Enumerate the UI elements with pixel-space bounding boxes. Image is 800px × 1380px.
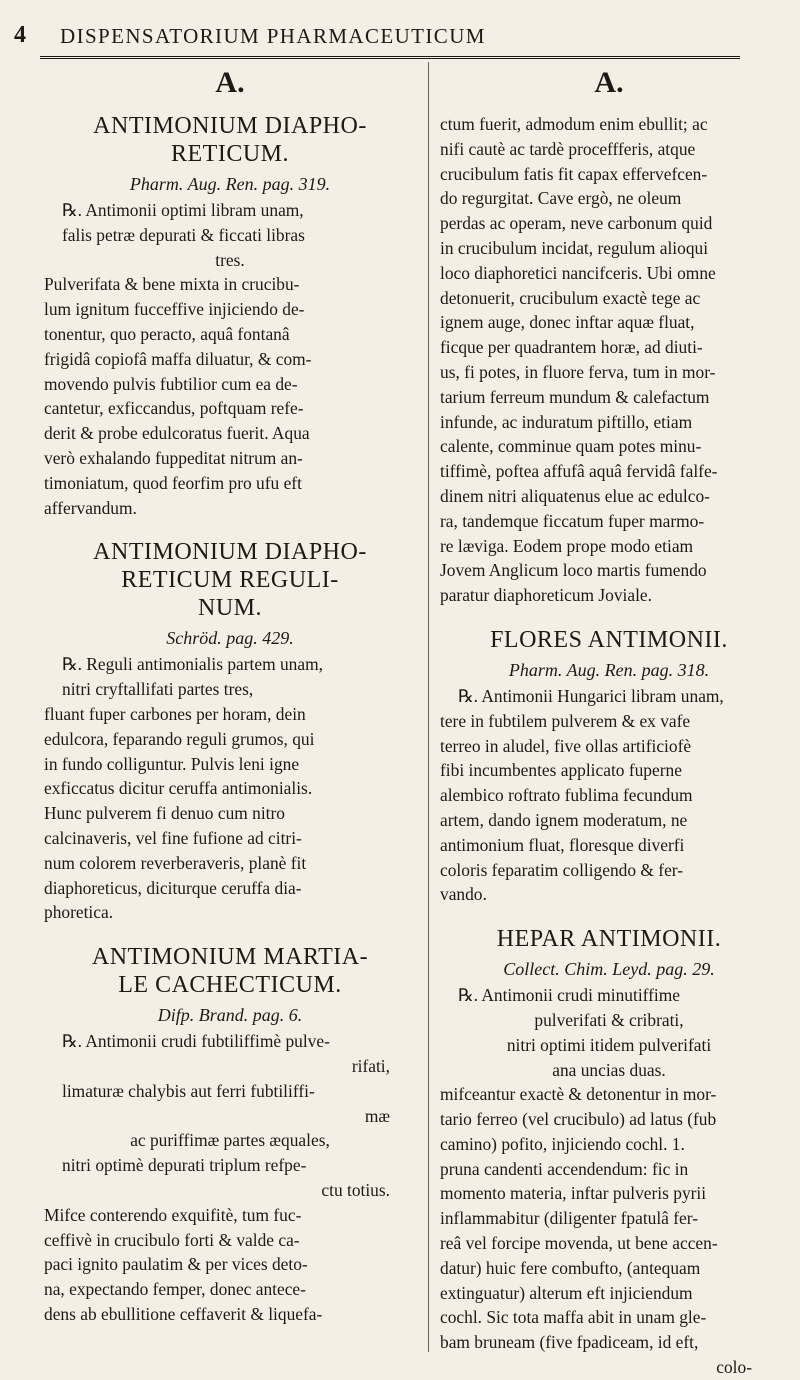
text-line: Jovem Anglicum loco martis fumendo: [440, 560, 707, 581]
title-line: RETICUM REGULI-: [121, 567, 339, 594]
recipe-line: ac puriffimæ partes æquales,: [130, 1130, 330, 1151]
section-antimonium-diaphoreticum: [44, 112, 416, 520]
page-number: 4: [14, 22, 26, 48]
text-line: calente, comminue quam potes minu-: [440, 436, 702, 457]
source-reference: Collect. Chim. Leyd. pag. 29.: [503, 959, 715, 980]
section-antimonium-martiale: [44, 943, 416, 1327]
recipe-line: nitri cryftallifati partes tres,: [62, 679, 254, 700]
text-line: Hunc pulverem fi denuo cum nitro: [44, 803, 285, 824]
source-reference: Schröd. pag. 429.: [166, 628, 294, 649]
right-column: [440, 60, 778, 1380]
header-rule: [40, 56, 740, 59]
recipe-line: ℞. Antimonii crudi fubtiliffimè pulve-: [62, 1031, 330, 1052]
text-line: affervandum.: [44, 497, 137, 518]
recipe-line: mæ: [364, 1105, 390, 1126]
text-line: pruna candenti accendendum: fic in: [440, 1158, 689, 1179]
section-hepar-antimonii: [440, 925, 778, 1380]
spacer: [44, 925, 416, 933]
source-reference: Pharm. Aug. Ren. pag. 318.: [508, 659, 710, 680]
section-title: [440, 626, 778, 654]
text-line: ficque per quadrantem horæ, ad diuti-: [440, 337, 703, 358]
catchword: colo-: [716, 1357, 752, 1378]
text-line: tiffimè, poftea affufâ aquâ fervidâ falfe-: [440, 461, 718, 482]
text-line: paci ignito paulatim & per vices deto-: [44, 1254, 308, 1275]
text-line: detonuerit, crucibulum exactè tege ac: [440, 287, 701, 308]
section-antimonium-reguli: [44, 538, 416, 925]
title-line: RETICUM.: [171, 141, 289, 167]
recipe-line: ctu totius.: [321, 1179, 390, 1200]
title-line: ANTIMONIUM MARTIA-: [91, 944, 369, 971]
source-reference: Pharm. Aug. Ren. pag. 319.: [129, 174, 331, 194]
title-line: LE CACHECTICUM.: [118, 972, 342, 999]
recipe-line: ℞. Reguli antimonialis partem unam,: [62, 654, 323, 675]
text-line: terreo in aludel, five ollas artificiofè: [440, 735, 692, 756]
column-letter: A.: [594, 66, 624, 99]
column-letter: A.: [215, 66, 245, 99]
text-line: momento materia, inftar pulveris pyrii: [440, 1183, 707, 1204]
continuation-text: [440, 112, 778, 608]
text-line: in fundo colliguntur. Pulvis leni igne: [44, 753, 300, 774]
text-line: derit & probe edulcoratus fuerit. Aqua: [44, 423, 310, 444]
section-title: [44, 112, 416, 168]
text-line: cantetur, exficcandus, poftquam refe-: [44, 398, 304, 419]
text-line: frigidâ copiofâ maffa diluatur, & com-: [44, 348, 312, 369]
text-line: tere in fubtilem pulverem & ex vafe: [440, 710, 691, 731]
text-line: camino) pofito, injiciendo cochl. 1.: [440, 1133, 685, 1154]
text-line: do regurgitat. Cave ergò, ne oleum: [440, 188, 682, 209]
text-line: timoniatum, quod feorfim pro ufu eft: [44, 472, 302, 493]
recipe-line: ℞. Antimonii optimi libram unam,: [62, 200, 304, 220]
text-line: crucibulum fatis fit capax effervefcen-: [440, 163, 708, 184]
recipe-line: nitri optimi itidem pulverifati: [506, 1034, 712, 1055]
spacer: [440, 608, 778, 616]
recipe-line: falis petræ depurati & ficcati libras: [62, 224, 305, 245]
section-flores-antimonii: [440, 626, 778, 907]
section-title: [44, 538, 416, 622]
text-line: alembico roftrato fublima fecundum: [440, 785, 693, 806]
text-line: ignem auge, donec inftar aquæ fluat,: [440, 312, 695, 333]
text-line: Pulverifata & bene mixta in crucibu-: [44, 274, 300, 295]
text-line: loco diaphoretici nancifceris. Ubi omne: [440, 262, 716, 283]
title-line: FLORES ANTIMONII.: [490, 626, 728, 653]
recipe-line: ℞. Antimonii Hungarici libram unam,: [458, 685, 724, 706]
text-line: cochl. Sic tota maffa abit in unam gle-: [440, 1307, 707, 1328]
text-line: antimonium fluat, floresque diverfi: [440, 834, 685, 855]
text-line: nifi cautè ac tardè proceffferis, atque: [440, 138, 696, 159]
recipe-line: ana uncias duas.: [552, 1059, 666, 1080]
text-line: tarium ferreum mundum & calefactum: [440, 386, 710, 407]
text-line: ra, tandemque ficcatum fuper marmo-: [440, 510, 705, 531]
title-line: ANTIMONIUM DIAPHO-: [93, 113, 367, 139]
text-line: dinem nitri aliquatenus elue ac edulco-: [440, 485, 710, 506]
source-reference: Difp. Brand. pag. 6.: [157, 1005, 303, 1026]
text-line: extinguatur) alterum eft injiciendum: [440, 1282, 693, 1303]
recipe-line: ℞. Antimonii crudi minutiffime: [458, 985, 681, 1006]
text-line: datur) huic fere combufto, (antequam: [440, 1257, 701, 1278]
text-line: re læviga. Eodem prope modo etiam: [440, 535, 694, 556]
running-head: [0, 22, 800, 52]
text-line: tonentur, quo peracto, aquâ fontanâ: [44, 323, 290, 344]
recipe-line: rifati,: [351, 1055, 390, 1076]
text-line: paratur diaphoreticum Joviale.: [440, 585, 652, 606]
spacer: [440, 907, 778, 915]
recipe-line: tres.: [215, 249, 245, 270]
text-line: phoretica.: [44, 902, 114, 923]
text-line: coloris feparatim colligendo & fer-: [440, 859, 684, 880]
text-line: dens ab ebullitione ceffaverit & liquefa-: [44, 1303, 323, 1324]
title-line: ANTIMONIUM DIAPHO-: [93, 539, 367, 566]
section-title: [440, 925, 778, 953]
text-line: infunde, ac induratum piftillo, etiam: [440, 411, 693, 432]
text-line: ceffivè in crucibulo forti & valde ca-: [44, 1229, 300, 1250]
text-line: fluant fuper carbones per horam, dein: [44, 703, 306, 724]
title-line: HEPAR ANTIMONII.: [496, 926, 722, 953]
text-line: reâ vel forcipe movenda, ut bene accen-: [440, 1233, 718, 1254]
column-divider: [428, 62, 429, 1352]
text-line: edulcora, feparando reguli grumos, qui: [44, 728, 315, 749]
text-line: in crucibulum incidat, regulum alioqui: [440, 237, 709, 258]
recipe-line: limaturæ chalybis aut ferri fubtiliffi-: [62, 1080, 315, 1101]
section-title: [44, 943, 416, 999]
text-line: artem, dando ignem moderatum, ne: [440, 809, 688, 830]
text-line: Mifce conterendo exquifitè, tum fuc-: [44, 1204, 302, 1225]
text-line: num colorem reverberaveris, planè fit: [44, 852, 307, 873]
text-line: vando.: [440, 884, 487, 905]
text-line: movendo pulvis fubtilior cum ea de-: [44, 373, 298, 394]
text-line: us, fi potes, in fluore ferva, tum in mor-: [440, 361, 716, 382]
spacer: [44, 520, 416, 528]
text-line: calcinaveris, vel fine fufione ad citri-: [44, 827, 302, 848]
left-column: [44, 60, 416, 1327]
text-line: inflammabitur (diligenter fpatulâ fer-: [440, 1208, 698, 1229]
title-line: NUM.: [197, 595, 262, 622]
text-line: bam bruneam (five fpadiceam, id eft,: [440, 1332, 699, 1353]
recipe-line: nitri optimè depurati triplum refpe-: [62, 1155, 307, 1176]
text-line: mifceantur exactè & detonentur in mor-: [440, 1084, 717, 1105]
text-line: verò exhalando fuppeditat nitrum an-: [44, 447, 303, 468]
running-title: DISPENSATORIUM PHARMACEUTICUM: [60, 24, 486, 48]
text-line: tario ferreo (vel crucibulo) ad latus (fub: [440, 1109, 717, 1130]
recipe-line: pulverifati & cribrati,: [534, 1009, 684, 1030]
text-line: ctum fuerit, admodum enim ebullit; ac: [440, 114, 708, 134]
text-line: na, expectando femper, donec antece-: [44, 1279, 306, 1300]
text-line: lum ignitum fucceffive injiciendo de-: [44, 299, 305, 320]
text-line: exficcatus dicitur ceruffa antimonialis.: [44, 778, 313, 799]
text-line: diaphoreticus, diciturque ceruffa dia-: [44, 877, 302, 898]
text-line: fibi incumbentes applicato fuperne: [440, 760, 682, 781]
text-line: perdas ac operam, neve carbonum quid: [440, 213, 713, 234]
